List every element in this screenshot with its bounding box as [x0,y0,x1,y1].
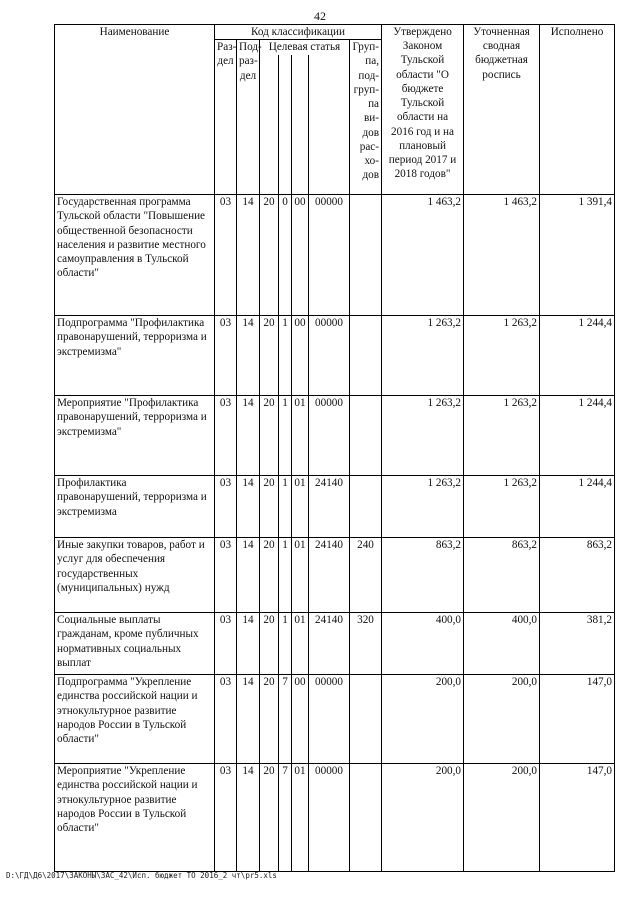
row-refined: 1 263,2 [464,396,540,476]
header-classification-code: Код классификации [215,25,382,40]
row-target-subprogram: 1 [279,613,292,675]
row-target-direction: 00000 [309,195,350,316]
table-row [55,538,615,613]
row-executed: 147,0 [540,675,615,764]
row-target-program: 20 [260,538,279,613]
row-subsection: 14 [237,538,260,613]
header-subsection: Под- раз- дел [237,40,260,195]
row-refined: 400,0 [464,613,540,675]
row-target-direction: 00000 [309,396,350,476]
footer-file-path: D:\ГД\Д6\2017\ЗАКОНЫ\ЗАС_42\Исп. бюджет ТО 2016_2 чт\pr5.xls [6,871,277,880]
row-approved: 863,2 [382,538,464,613]
row-target-subprogram: 1 [279,316,292,396]
row-target-event: 00 [292,195,309,316]
row-subsection: 14 [237,675,260,764]
header-executed: Исполнено [540,25,615,195]
row-target-subprogram: 1 [279,396,292,476]
row-executed: 147,0 [540,764,615,872]
row-target-program: 20 [260,764,279,872]
row-executed: 1 244,4 [540,476,615,538]
row-name: Мероприятие "Укрепление единства российской нации и этнокультурное развитие народов России в Тульской области" [55,764,215,872]
row-target-direction: 24140 [309,476,350,538]
row-target-event: 00 [292,675,309,764]
row-target-subprogram: 0 [279,195,292,316]
row-section: 03 [215,396,237,476]
row-target-event: 01 [292,613,309,675]
row-executed: 1 244,4 [540,396,615,476]
row-refined: 1 263,2 [464,476,540,538]
row-target-program: 20 [260,195,279,316]
row-name: Подпрограмма "Профилактика правонарушений, терроризма и экстремизма" [55,316,215,396]
row-name: Профилактика правонарушений, терроризма и экстремизма [55,476,215,538]
row-subsection: 14 [237,195,260,316]
row-target-direction: 24140 [309,538,350,613]
row-approved: 200,0 [382,764,464,872]
row-refined: 1 263,2 [464,316,540,396]
row-expense-group: 320 [350,613,382,675]
row-target-subprogram: 1 [279,476,292,538]
row-subsection: 14 [237,613,260,675]
row-name: Подпрограмма "Укрепление единства российской нации и этнокультурное развитие народов России в Тульской области" [55,675,215,764]
row-subsection: 14 [237,476,260,538]
table-row [55,396,615,476]
row-approved: 400,0 [382,613,464,675]
row-section: 03 [215,764,237,872]
row-subsection: 14 [237,396,260,476]
row-name: Государственная программа Тульской области "Повышение общественной безопасности населения и развитие местного самоуправления в Тульской области" [55,195,215,316]
header-section: Раз- дел [215,40,237,195]
row-approved: 1 263,2 [382,396,464,476]
row-expense-group [350,764,382,872]
row-target-program: 20 [260,476,279,538]
row-target-program: 20 [260,396,279,476]
page-number: 42 [314,9,326,23]
row-target-direction: 00000 [309,764,350,872]
row-target-direction: 00000 [309,675,350,764]
budget-table [54,24,615,872]
row-section: 03 [215,316,237,396]
row-expense-group [350,476,382,538]
row-expense-group [350,675,382,764]
table-body [55,195,615,872]
row-target-program: 20 [260,613,279,675]
row-section: 03 [215,675,237,764]
row-target-subprogram: 1 [279,538,292,613]
row-expense-group [350,195,382,316]
row-target-event: 01 [292,396,309,476]
row-expense-group: 240 [350,538,382,613]
row-target-program: 20 [260,316,279,396]
row-target-event: 00 [292,316,309,396]
row-target-event: 01 [292,764,309,872]
row-approved: 1 463,2 [382,195,464,316]
row-approved: 200,0 [382,675,464,764]
table-row [55,764,615,872]
table-row [55,476,615,538]
row-target-event: 01 [292,538,309,613]
table-row [55,316,615,396]
row-refined: 200,0 [464,764,540,872]
row-subsection: 14 [237,764,260,872]
row-refined: 863,2 [464,538,540,613]
header-approved: Утверждено Законом Тульской области "О бюджете Тульской области на 2016 год и на плановый период 2017 и 2018 годов" [382,25,464,195]
row-approved: 1 263,2 [382,476,464,538]
table-row [55,675,615,764]
header-refined: Уточненная сводная бюджетная роспись [464,25,540,195]
row-target-direction: 24140 [309,613,350,675]
header-expense-group: Груп- па, под- груп- па ви- дов рас- хо- дов [350,40,382,195]
row-target-program: 20 [260,675,279,764]
row-executed: 863,2 [540,538,615,613]
row-expense-group [350,396,382,476]
row-name: Мероприятие "Профилактика правонарушений, терроризма и экстремизма" [55,396,215,476]
row-refined: 200,0 [464,675,540,764]
row-target-subprogram: 7 [279,764,292,872]
row-section: 03 [215,195,237,316]
row-target-subprogram: 7 [279,675,292,764]
row-target-event: 01 [292,476,309,538]
header-name: Наименование [55,25,215,195]
row-name: Социальные выплаты гражданам, кроме публичных нормативных социальных выплат [55,613,215,675]
table-row [55,613,615,675]
header-target-article: Целевая статья [260,40,350,55]
row-executed: 1 391,4 [540,195,615,316]
row-refined: 1 463,2 [464,195,540,316]
row-section: 03 [215,476,237,538]
row-expense-group [350,316,382,396]
row-section: 03 [215,538,237,613]
row-subsection: 14 [237,316,260,396]
table-row [55,195,615,316]
row-name: Иные закупки товаров, работ и услуг для обеспечения государственных (муниципальных) нужд [55,538,215,613]
row-target-direction: 00000 [309,316,350,396]
row-executed: 1 244,4 [540,316,615,396]
row-approved: 1 263,2 [382,316,464,396]
row-executed: 381,2 [540,613,615,675]
row-section: 03 [215,613,237,675]
